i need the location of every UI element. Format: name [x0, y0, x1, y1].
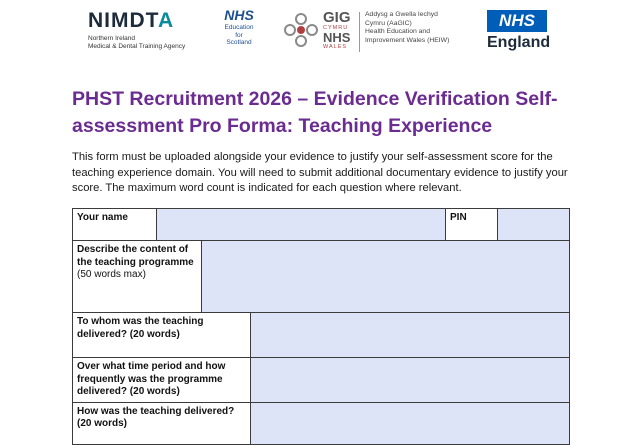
form-row-describe: [73, 241, 570, 313]
form-row-name: [73, 209, 570, 241]
to-whom-label: To whom was the teaching delivered? (20 words): [73, 313, 251, 358]
form-row-time-period: [73, 358, 570, 403]
wales-wales-text: WALES: [323, 44, 348, 50]
nimdta-subtitle: Northern Ireland Medical & Dental Training Agency: [88, 35, 186, 50]
wales-divider: [359, 12, 360, 52]
heiw-logo: [283, 10, 483, 56]
to-whom-field[interactable]: [251, 313, 570, 358]
wales-nhs-text: NHS: [323, 30, 351, 45]
header-logos: [0, 8, 639, 64]
your-name-field[interactable]: [157, 209, 446, 241]
pin-label: PIN: [446, 209, 498, 241]
nimdta-wordmark-accent: A: [157, 9, 175, 32]
nhs-england-name: England: [487, 34, 551, 51]
time-period-field[interactable]: [251, 358, 570, 403]
nes-wordmark: NHS: [224, 7, 254, 23]
describe-hint: (50 words max): [77, 269, 146, 280]
nes-subtitle: Education for Scotland: [224, 24, 254, 46]
your-name-label: Your name: [73, 209, 157, 241]
nhs-education-scotland-logo: [216, 8, 262, 47]
time-period-label: Over what time period and how frequently was the programme delivered? (20 words): [73, 358, 251, 403]
nimdta-logo: [88, 10, 198, 51]
wales-gig-text: GIG: [323, 9, 351, 26]
nhs-england-logo: [487, 10, 557, 52]
wales-dragon-emblem-icon: [283, 12, 319, 48]
self-assessment-form: [72, 208, 570, 445]
form-row-to-whom: [73, 313, 570, 358]
how-delivered-label: How was the teaching delivered? (20 words): [73, 402, 251, 444]
describe-label-cell: [73, 241, 202, 313]
pin-field[interactable]: [498, 209, 570, 241]
nimdta-wordmark: NIMDTA: [88, 9, 175, 32]
describe-label: Describe the content of the teaching programme: [77, 244, 194, 268]
document-intro: This form must be uploaded alongside your evidence to justify your self-assessment score for the teaching experience domain. You will need to submit additional documentary evidence to justify your score. The maximum word count is indicated for each question where relevant.: [72, 151, 568, 194]
heiw-text: Addysg a Gwella Iechyd Cymru (AaGIC) Health Education and Improvement Wales (HEIW): [365, 11, 450, 44]
document-title: PHST Recruitment 2026 – Evidence Verification Self-assessment Pro Forma: Teaching Experience: [72, 88, 558, 137]
describe-field[interactable]: [202, 241, 570, 313]
wales-cymru-text: CYMRU: [323, 25, 349, 31]
nhs-england-badge: NHS: [487, 10, 547, 32]
